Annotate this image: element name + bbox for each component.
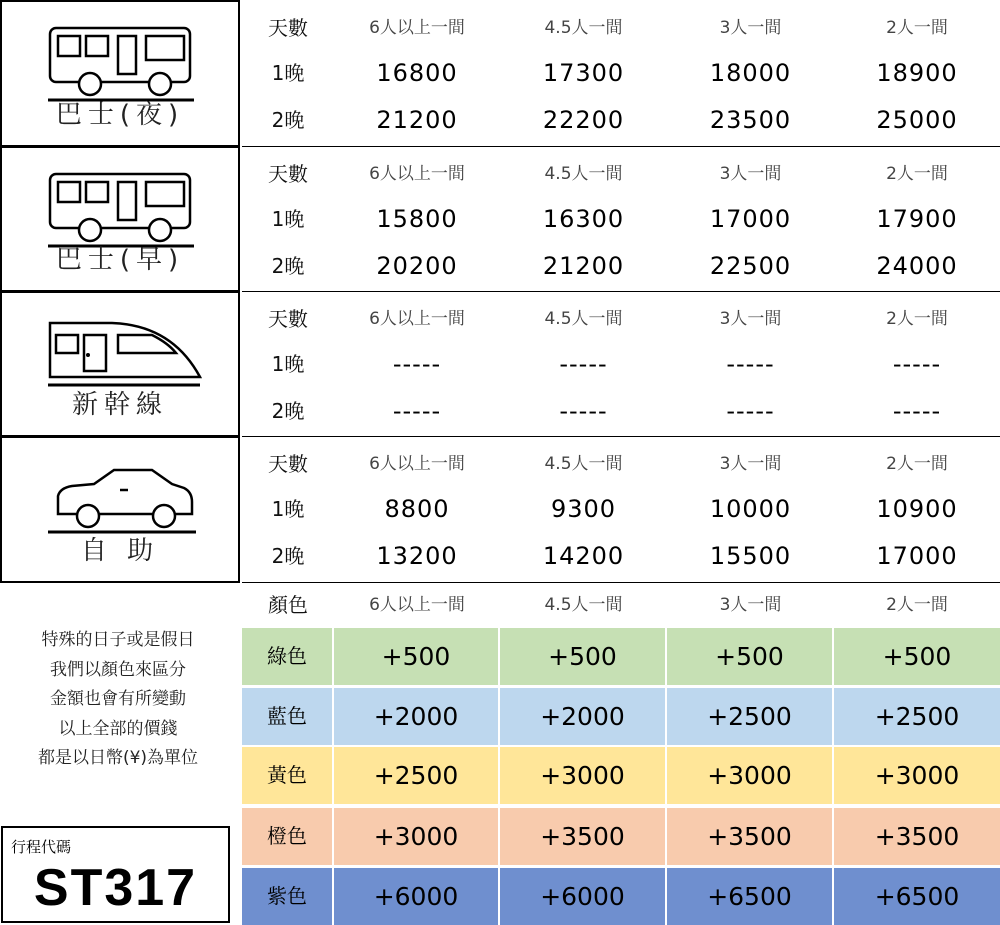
price-cell: 18000 bbox=[709, 59, 792, 87]
price-cell: 15500 bbox=[709, 542, 792, 570]
note-line: 金額也會有所變動 bbox=[50, 689, 186, 709]
days-header: 天數 bbox=[268, 162, 308, 186]
price-cell: ----- bbox=[892, 350, 942, 378]
price-cell: 10000 bbox=[709, 495, 792, 523]
room-6-header: 6人以上一間 bbox=[369, 18, 465, 38]
surcharge-cell: +3000 bbox=[667, 747, 834, 804]
price-cell: 15800 bbox=[376, 205, 458, 233]
price-cell: 17000 bbox=[709, 205, 792, 233]
surcharge-cell: +3000 bbox=[834, 747, 1000, 804]
surcharge-cell: +500 bbox=[334, 628, 500, 685]
room-3-header: 3人一間 bbox=[719, 595, 782, 615]
transport-self-drive bbox=[0, 436, 240, 583]
price-cell: 25000 bbox=[876, 106, 958, 134]
transport-label: 自 助 bbox=[80, 536, 160, 566]
room-4-5-header: 4.5人一間 bbox=[544, 309, 623, 329]
day-label: 1晚 bbox=[271, 207, 305, 231]
room-4-5-header: 4.5人一間 bbox=[544, 164, 623, 184]
day-label: 1晚 bbox=[271, 352, 305, 376]
surcharge-row-green bbox=[242, 628, 1000, 685]
surcharge-cell: +2000 bbox=[500, 688, 667, 745]
room-6-header: 6人以上一間 bbox=[369, 595, 465, 615]
surcharge-cell: +500 bbox=[500, 628, 667, 685]
room-3-header: 3人一間 bbox=[719, 309, 782, 329]
room-4-5-header: 4.5人一間 bbox=[544, 595, 623, 615]
table-header-row bbox=[242, 151, 1000, 197]
surcharge-cell: +2500 bbox=[834, 688, 1000, 745]
table-header-row bbox=[242, 296, 1000, 342]
surcharge-note bbox=[8, 626, 228, 774]
price-cell: 21200 bbox=[376, 106, 458, 134]
price-cell: ----- bbox=[892, 397, 942, 425]
tour-code-value: ST317 bbox=[33, 859, 198, 917]
color-name: 橙色 bbox=[242, 808, 334, 865]
surcharge-row-yellow bbox=[242, 747, 1000, 804]
room-3-header: 3人一間 bbox=[719, 18, 782, 38]
price-cell: 20200 bbox=[376, 252, 458, 280]
price-cell: ----- bbox=[392, 397, 442, 425]
tour-code-box bbox=[1, 826, 230, 923]
room-4-5-header: 4.5人一間 bbox=[544, 18, 623, 38]
price-cell: 22200 bbox=[542, 106, 625, 134]
price-cell: 10900 bbox=[876, 495, 958, 523]
table-row bbox=[242, 243, 1000, 289]
table-row bbox=[242, 388, 1000, 434]
room-2-header: 2人一間 bbox=[886, 595, 948, 615]
price-cell: 16300 bbox=[542, 205, 625, 233]
price-cell: 13200 bbox=[376, 542, 458, 570]
price-cell: 17000 bbox=[876, 542, 958, 570]
note-line: 以上全部的價錢 bbox=[58, 718, 178, 739]
transport-label: 巴士(早) bbox=[55, 245, 185, 275]
table-row bbox=[242, 533, 1000, 579]
price-cell: 17300 bbox=[542, 59, 625, 87]
price-table-self-drive bbox=[242, 436, 1000, 583]
price-table-bus-night bbox=[242, 0, 1000, 147]
surcharge-cell: +3500 bbox=[667, 808, 834, 865]
day-label: 2晚 bbox=[271, 399, 305, 423]
surcharge-cell: +3000 bbox=[500, 747, 667, 804]
surcharge-cell: +6000 bbox=[334, 868, 500, 925]
car-icon bbox=[42, 450, 202, 542]
price-cell: 16800 bbox=[376, 59, 458, 87]
note-line: 特殊的日子或是假日 bbox=[41, 630, 195, 650]
table-row bbox=[242, 97, 1000, 143]
surcharge-cell: +3000 bbox=[334, 808, 500, 865]
days-header: 天數 bbox=[268, 307, 308, 331]
price-cell: ----- bbox=[726, 350, 775, 378]
surcharge-row-blue bbox=[242, 688, 1000, 745]
price-cell: 22500 bbox=[709, 252, 792, 280]
surcharge-cell: +2500 bbox=[667, 688, 834, 745]
room-6-header: 6人以上一間 bbox=[369, 454, 465, 474]
day-label: 1晚 bbox=[271, 61, 305, 85]
room-4-5-header: 4.5人一間 bbox=[544, 454, 623, 474]
surcharge-row-purple bbox=[242, 868, 1000, 925]
bus-icon bbox=[42, 14, 202, 106]
transport-bus-morning bbox=[0, 146, 240, 292]
price-cell: ----- bbox=[559, 350, 608, 378]
price-cell: 23500 bbox=[709, 106, 792, 134]
room-2-header: 2人一間 bbox=[886, 18, 948, 38]
room-3-header: 3人一間 bbox=[719, 164, 782, 184]
surcharge-cell: +3500 bbox=[500, 808, 667, 865]
price-cell: ----- bbox=[392, 350, 442, 378]
color-header: 顏色 bbox=[268, 593, 308, 617]
price-cell: 17900 bbox=[876, 205, 958, 233]
color-name: 紫色 bbox=[242, 868, 334, 925]
day-label: 1晚 bbox=[271, 497, 305, 521]
room-6-header: 6人以上一間 bbox=[369, 309, 465, 329]
transport-shinkansen bbox=[0, 291, 240, 437]
day-label: 2晚 bbox=[271, 108, 305, 132]
days-header: 天數 bbox=[268, 452, 308, 476]
price-cell: 9300 bbox=[550, 495, 617, 523]
table-row bbox=[242, 341, 1000, 387]
price-cell: 8800 bbox=[384, 495, 450, 523]
room-2-header: 2人一間 bbox=[886, 164, 948, 184]
surcharge-cell: +3500 bbox=[834, 808, 1000, 865]
surcharge-cell: +500 bbox=[667, 628, 834, 685]
transport-bus-night bbox=[0, 0, 240, 147]
surcharge-cell: +500 bbox=[834, 628, 1000, 685]
price-cell: ----- bbox=[726, 397, 775, 425]
days-header: 天數 bbox=[268, 16, 308, 40]
price-table-bus-morning bbox=[242, 146, 1000, 292]
note-line: 都是以日幣(¥)為單位 bbox=[37, 748, 199, 768]
table-header-row bbox=[242, 5, 1000, 51]
surcharge-row-orange bbox=[242, 808, 1000, 865]
table-row bbox=[242, 50, 1000, 96]
room-2-header: 2人一間 bbox=[886, 309, 948, 329]
color-name: 黃色 bbox=[242, 747, 334, 804]
transport-label: 新幹線 bbox=[71, 390, 168, 420]
surcharge-cell: +6500 bbox=[667, 868, 834, 925]
day-label: 2晚 bbox=[271, 544, 305, 568]
color-name: 綠色 bbox=[242, 628, 334, 685]
transport-label: 巴士(夜) bbox=[55, 100, 185, 130]
day-label: 2晚 bbox=[271, 254, 305, 278]
table-row bbox=[242, 486, 1000, 532]
surcharge-cell: +2500 bbox=[334, 747, 500, 804]
price-cell: 21200 bbox=[542, 252, 625, 280]
room-6-header: 6人以上一間 bbox=[369, 164, 465, 184]
table-header-row bbox=[242, 441, 1000, 487]
room-2-header: 2人一間 bbox=[886, 454, 948, 474]
price-cell: ----- bbox=[559, 397, 608, 425]
tour-code-label: 行程代碼 bbox=[11, 838, 72, 856]
surcharge-cell: +6500 bbox=[834, 868, 1000, 925]
price-cell: 24000 bbox=[876, 252, 958, 280]
surcharge-header-row bbox=[242, 584, 1000, 626]
table-row bbox=[242, 196, 1000, 242]
surcharge-cell: +6000 bbox=[500, 868, 667, 925]
price-table-shinkansen bbox=[242, 291, 1000, 437]
note-line: 我們以顏色來區分 bbox=[50, 659, 186, 680]
price-cell: 14200 bbox=[542, 542, 625, 570]
color-name: 藍色 bbox=[242, 688, 334, 745]
room-3-header: 3人一間 bbox=[719, 454, 782, 474]
surcharge-cell: +2000 bbox=[334, 688, 500, 745]
price-cell: 18900 bbox=[876, 59, 958, 87]
